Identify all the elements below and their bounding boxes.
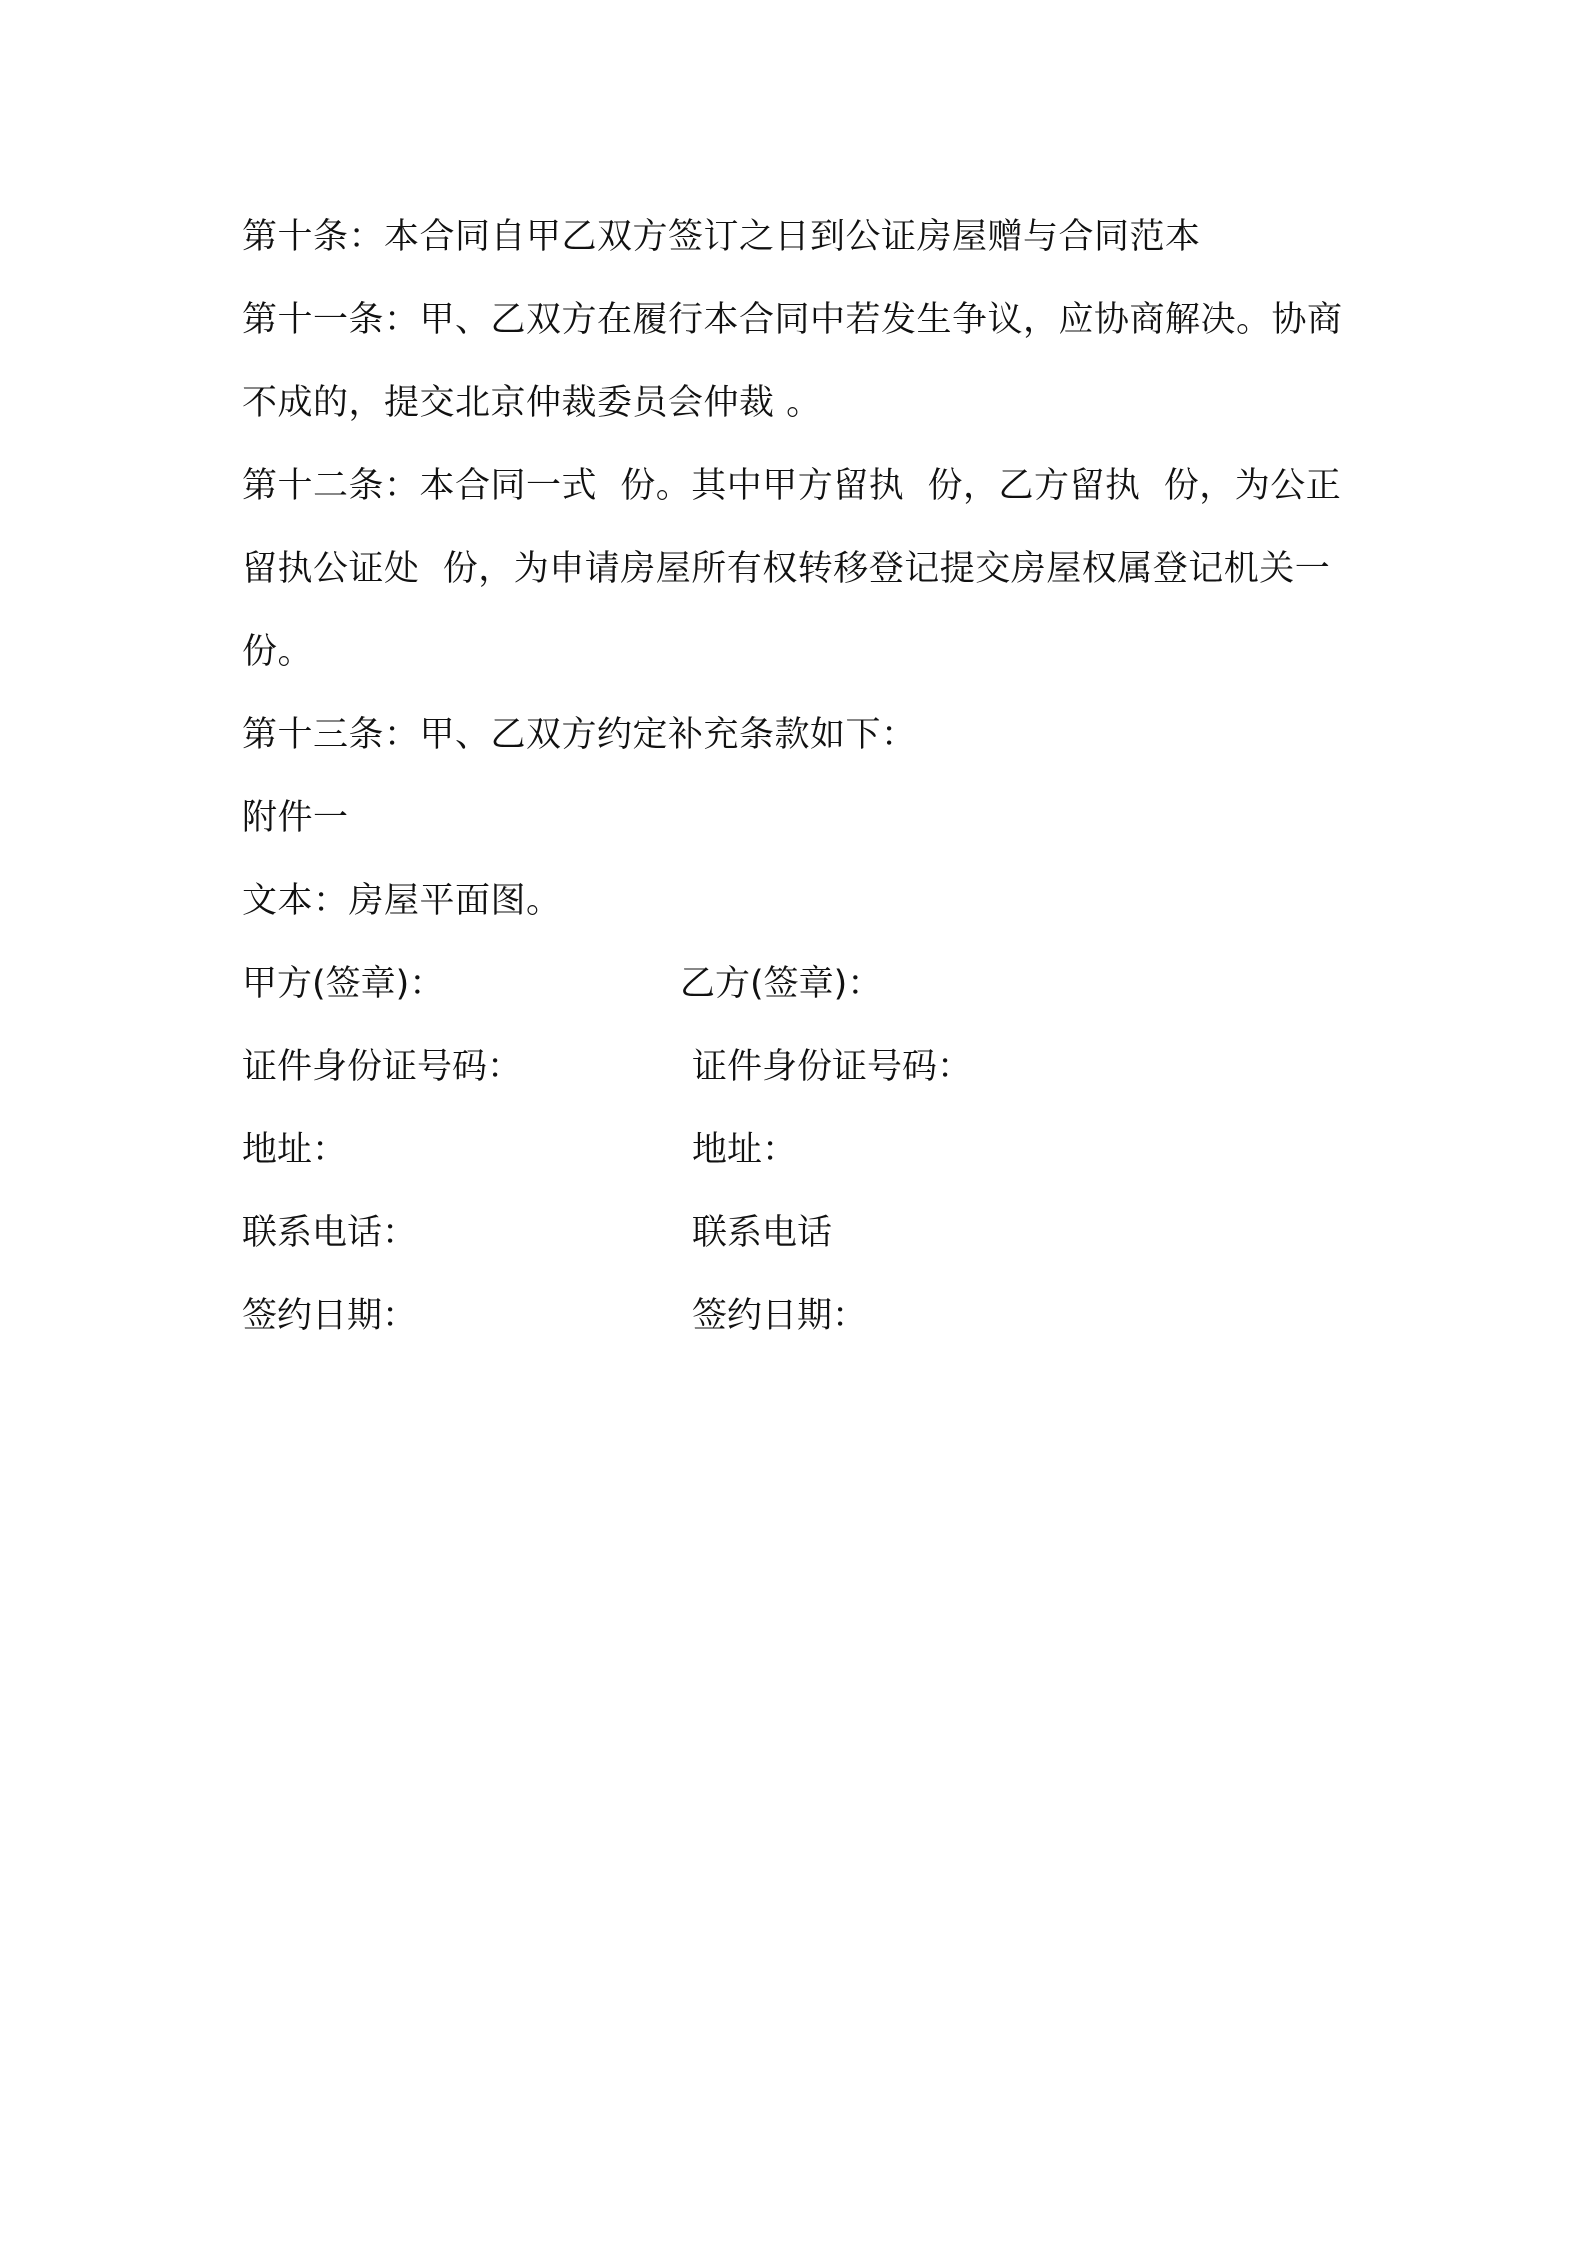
signature-row-phone [242, 1192, 1362, 1275]
attachment-heading: 附件一 [242, 798, 349, 838]
party-b-signature-label: 乙方(签章)： [680, 964, 883, 1004]
party-b-id-label: 证件身份证号码： [692, 1047, 973, 1087]
party-b-address-label: 地址： [692, 1130, 798, 1170]
party-a-signature-label: 甲方(签章)： [242, 964, 445, 1004]
clause-11: 第十一条：甲、乙双方在履行本合同中若发生争议，应协商解决。协商不成的，提交北京仲裁委员会仲裁 。 [242, 300, 1343, 423]
party-b-phone-label: 联系电话 [692, 1213, 833, 1253]
clause-10: 第十条：本合同自甲乙双方签订之日到公证房屋赠与合同范本 [242, 217, 1201, 257]
signature-row-address [242, 1109, 1362, 1192]
clause-12: 第十二条：本合同一式 份。其中甲方留执 份，乙方留执 份，为公正留执公证处 份，为申请房屋所有权转移登记提交房屋权属登记机关一份。 [242, 466, 1342, 672]
party-a-phone-label: 联系电话： [242, 1213, 418, 1253]
clause-13: 第十三条：甲、乙双方约定补充条款如下： [242, 715, 917, 755]
attachment-text: 文本：房屋平面图。 [242, 881, 562, 921]
signature-row-party [242, 943, 1362, 1026]
party-a-id-label: 证件身份证号码： [242, 1047, 523, 1087]
signature-row-id [242, 1026, 1362, 1109]
document-content [242, 196, 1362, 1358]
signature-row-date [242, 1275, 1362, 1358]
party-a-date-label: 签约日期： [242, 1296, 418, 1336]
party-a-address-label: 地址： [242, 1130, 348, 1170]
party-b-date-label: 签约日期： [692, 1296, 868, 1336]
